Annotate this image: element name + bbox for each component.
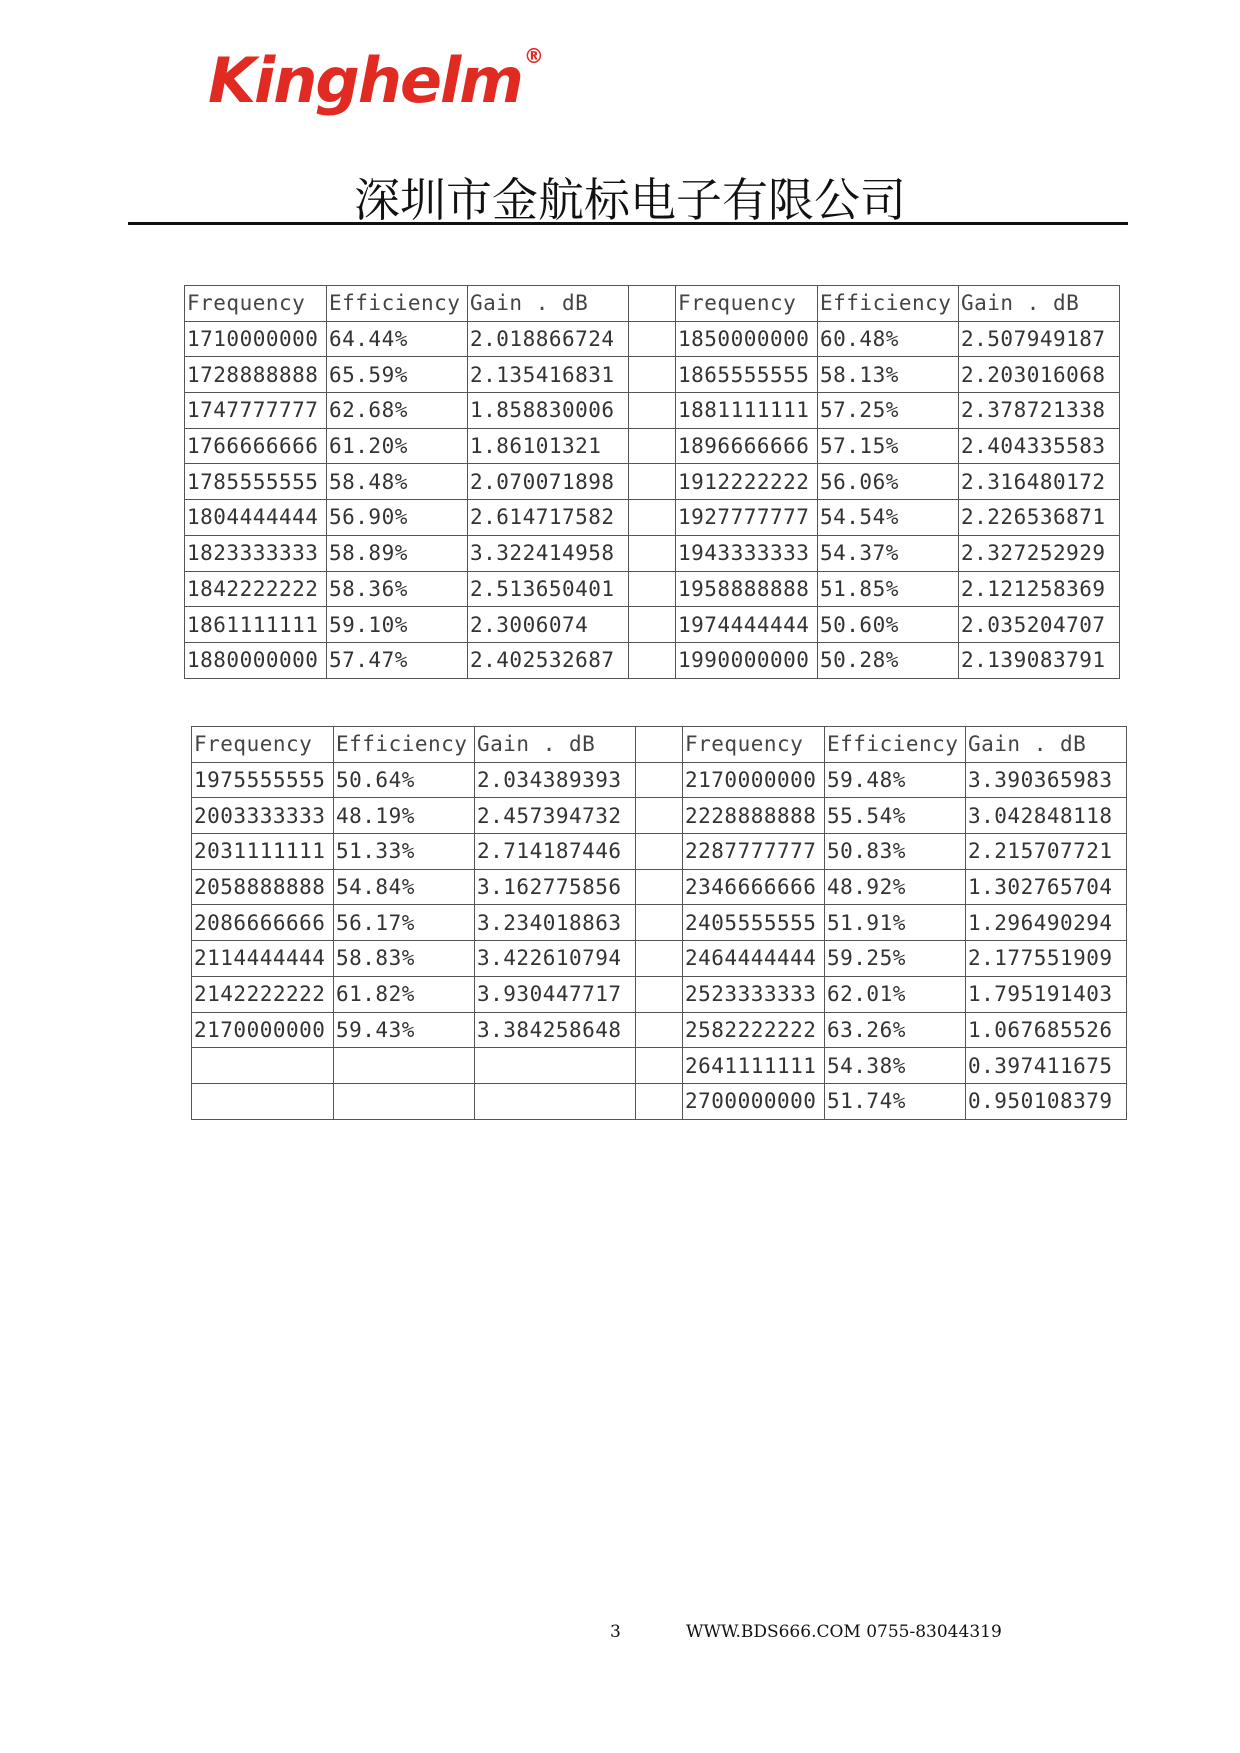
efficiency-cell: 59.10%: [327, 607, 468, 643]
table-row: [192, 941, 1127, 977]
frequency-cell: 1842222222: [185, 571, 327, 607]
measurement-table-2: [191, 726, 1127, 1120]
column-header: Efficiency: [818, 286, 959, 322]
efficiency-cell: 50.64%: [334, 762, 475, 798]
table-row: [192, 869, 1127, 905]
header-row: [192, 727, 1127, 763]
efficiency-cell: 51.91%: [825, 905, 966, 941]
gain-cell: 2.177551909: [966, 941, 1127, 977]
frequency-cell: 2114444444: [192, 941, 334, 977]
column-header: Gain . dB: [468, 286, 629, 322]
efficiency-cell: [334, 1083, 475, 1119]
efficiency-cell: 56.17%: [334, 905, 475, 941]
registered-mark: ®: [523, 44, 542, 68]
table-row: [185, 464, 1120, 500]
frequency-cell: 1747777777: [185, 393, 327, 429]
gain-cell: 3.042848118: [966, 798, 1127, 834]
efficiency-cell: 50.60%: [818, 607, 959, 643]
frequency-cell: 2641111111: [683, 1048, 825, 1084]
gain-cell: 1.858830006: [468, 393, 629, 429]
efficiency-cell: 58.36%: [327, 571, 468, 607]
gain-cell: 2.035204707: [959, 607, 1120, 643]
footer-contact: WWW.BDS666.COM 0755-83044319: [686, 1622, 1002, 1642]
spacer-cell: [629, 357, 676, 393]
table-row: [185, 535, 1120, 571]
spacer-cell: [629, 464, 676, 500]
frequency-cell: 1974444444: [676, 607, 818, 643]
header-divider: [128, 222, 1128, 225]
spacer-cell: [629, 571, 676, 607]
logo-text: Kinghelm: [208, 44, 522, 117]
gain-cell: 2.327252929: [959, 535, 1120, 571]
gain-cell: 2.457394732: [475, 798, 636, 834]
efficiency-cell: 61.82%: [334, 976, 475, 1012]
spacer-cell: [636, 869, 683, 905]
frequency-cell: 2700000000: [683, 1083, 825, 1119]
frequency-cell: 2287777777: [683, 834, 825, 870]
frequency-cell: 2582222222: [683, 1012, 825, 1048]
table-row: [185, 357, 1120, 393]
column-header: [636, 727, 683, 763]
gain-cell: 3.930447717: [475, 976, 636, 1012]
spacer-cell: [636, 798, 683, 834]
table-row: [192, 834, 1127, 870]
efficiency-cell: 57.47%: [327, 642, 468, 678]
spacer-cell: [629, 607, 676, 643]
gain-cell: 3.234018863: [475, 905, 636, 941]
spacer-cell: [636, 762, 683, 798]
frequency-cell: 2228888888: [683, 798, 825, 834]
gain-cell: 2.513650401: [468, 571, 629, 607]
efficiency-cell: 56.06%: [818, 464, 959, 500]
column-header: Efficiency: [327, 286, 468, 322]
efficiency-cell: 51.85%: [818, 571, 959, 607]
frequency-cell: [192, 1083, 334, 1119]
gain-cell: 3.162775856: [475, 869, 636, 905]
efficiency-cell: 61.20%: [327, 428, 468, 464]
gain-cell: 1.296490294: [966, 905, 1127, 941]
gain-cell: 1.795191403: [966, 976, 1127, 1012]
gain-cell: 3.422610794: [475, 941, 636, 977]
frequency-cell: 1975555555: [192, 762, 334, 798]
company-name: 深圳市金航标电子有限公司: [354, 173, 906, 227]
efficiency-cell: 62.01%: [825, 976, 966, 1012]
efficiency-cell: 54.38%: [825, 1048, 966, 1084]
column-header: Frequency: [192, 727, 334, 763]
frequency-cell: 2170000000: [683, 762, 825, 798]
spacer-cell: [636, 976, 683, 1012]
frequency-cell: 1850000000: [676, 321, 818, 357]
efficiency-cell: 58.13%: [818, 357, 959, 393]
column-header: Gain . dB: [966, 727, 1127, 763]
gain-cell: 3.390365983: [966, 762, 1127, 798]
efficiency-cell: 58.89%: [327, 535, 468, 571]
spacer-cell: [629, 393, 676, 429]
efficiency-cell: 55.54%: [825, 798, 966, 834]
efficiency-cell: 62.68%: [327, 393, 468, 429]
gain-cell: 2.507949187: [959, 321, 1120, 357]
column-header: Efficiency: [825, 727, 966, 763]
spacer-cell: [636, 941, 683, 977]
efficiency-cell: [334, 1048, 475, 1084]
spacer-cell: [636, 1083, 683, 1119]
gain-cell: 3.322414958: [468, 535, 629, 571]
gain-cell: 2.226536871: [959, 500, 1120, 536]
frequency-cell: 2142222222: [192, 976, 334, 1012]
frequency-cell: 1990000000: [676, 642, 818, 678]
table-row: [192, 1083, 1127, 1119]
frequency-cell: 1710000000: [185, 321, 327, 357]
spacer-cell: [636, 834, 683, 870]
spacer-cell: [629, 428, 676, 464]
spacer-cell: [636, 1012, 683, 1048]
gain-cell: 2.215707721: [966, 834, 1127, 870]
frequency-cell: 2058888888: [192, 869, 334, 905]
table-row: [192, 1048, 1127, 1084]
gain-cell: 2.402532687: [468, 642, 629, 678]
frequency-cell: 1927777777: [676, 500, 818, 536]
gain-cell: 2.139083791: [959, 642, 1120, 678]
table-row: [185, 428, 1120, 464]
efficiency-cell: 59.43%: [334, 1012, 475, 1048]
efficiency-cell: 51.33%: [334, 834, 475, 870]
efficiency-cell: 48.19%: [334, 798, 475, 834]
efficiency-cell: 57.15%: [818, 428, 959, 464]
frequency-cell: 1785555555: [185, 464, 327, 500]
measurement-table-1: [184, 285, 1120, 679]
gain-cell: 0.397411675: [966, 1048, 1127, 1084]
gain-cell: 1.86101321: [468, 428, 629, 464]
gain-cell: 2.614717582: [468, 500, 629, 536]
column-header: Frequency: [676, 286, 818, 322]
spacer-cell: [629, 321, 676, 357]
frequency-cell: 1766666666: [185, 428, 327, 464]
frequency-cell: 2523333333: [683, 976, 825, 1012]
gain-cell: 2.034389393: [475, 762, 636, 798]
frequency-cell: [192, 1048, 334, 1084]
column-header: Efficiency: [334, 727, 475, 763]
efficiency-cell: 58.48%: [327, 464, 468, 500]
gain-cell: 0.950108379: [966, 1083, 1127, 1119]
table-row: [185, 571, 1120, 607]
column-header: Gain . dB: [959, 286, 1120, 322]
gain-cell: 1.302765704: [966, 869, 1127, 905]
gain-cell: 2.121258369: [959, 571, 1120, 607]
header-row: [185, 286, 1120, 322]
efficiency-cell: 58.83%: [334, 941, 475, 977]
efficiency-cell: 59.48%: [825, 762, 966, 798]
gain-cell: 2.378721338: [959, 393, 1120, 429]
gain-cell: 1.067685526: [966, 1012, 1127, 1048]
efficiency-cell: 48.92%: [825, 869, 966, 905]
frequency-cell: 1943333333: [676, 535, 818, 571]
frequency-cell: 1880000000: [185, 642, 327, 678]
frequency-cell: 2346666666: [683, 869, 825, 905]
efficiency-cell: 57.25%: [818, 393, 959, 429]
efficiency-cell: 63.26%: [825, 1012, 966, 1048]
kinghelm-logo: [208, 44, 542, 117]
frequency-cell: 2086666666: [192, 905, 334, 941]
frequency-cell: 1881111111: [676, 393, 818, 429]
efficiency-cell: 59.25%: [825, 941, 966, 977]
page-number: 3: [610, 1622, 621, 1642]
column-header: Frequency: [185, 286, 327, 322]
frequency-cell: 1728888888: [185, 357, 327, 393]
frequency-cell: 2170000000: [192, 1012, 334, 1048]
efficiency-cell: 50.83%: [825, 834, 966, 870]
frequency-cell: 2464444444: [683, 941, 825, 977]
column-header: Gain . dB: [475, 727, 636, 763]
table-row: [192, 976, 1127, 1012]
frequency-cell: 1912222222: [676, 464, 818, 500]
spacer-cell: [636, 905, 683, 941]
gain-cell: 2.203016068: [959, 357, 1120, 393]
table-row: [192, 798, 1127, 834]
frequency-cell: 2003333333: [192, 798, 334, 834]
frequency-cell: 2031111111: [192, 834, 334, 870]
gain-cell: 2.070071898: [468, 464, 629, 500]
frequency-cell: 1823333333: [185, 535, 327, 571]
gain-cell: [475, 1048, 636, 1084]
gain-cell: 2.714187446: [475, 834, 636, 870]
table-row: [192, 762, 1127, 798]
gain-cell: 2.135416831: [468, 357, 629, 393]
frequency-cell: 1804444444: [185, 500, 327, 536]
spacer-cell: [629, 642, 676, 678]
gain-cell: 2.316480172: [959, 464, 1120, 500]
spacer-cell: [636, 1048, 683, 1084]
efficiency-cell: 65.59%: [327, 357, 468, 393]
gain-cell: 2.404335583: [959, 428, 1120, 464]
table-row: [185, 642, 1120, 678]
spacer-cell: [629, 500, 676, 536]
column-header: Frequency: [683, 727, 825, 763]
frequency-cell: 1958888888: [676, 571, 818, 607]
efficiency-cell: 51.74%: [825, 1083, 966, 1119]
frequency-cell: 2405555555: [683, 905, 825, 941]
efficiency-cell: 50.28%: [818, 642, 959, 678]
efficiency-cell: 54.84%: [334, 869, 475, 905]
spacer-cell: [629, 535, 676, 571]
gain-cell: 2.018866724: [468, 321, 629, 357]
table-row: [185, 500, 1120, 536]
table-row: [185, 393, 1120, 429]
efficiency-cell: 60.48%: [818, 321, 959, 357]
table-row: [192, 905, 1127, 941]
frequency-cell: 1865555555: [676, 357, 818, 393]
gain-cell: 3.384258648: [475, 1012, 636, 1048]
table-row: [185, 607, 1120, 643]
frequency-cell: 1896666666: [676, 428, 818, 464]
column-header: [629, 286, 676, 322]
table-row: [192, 1012, 1127, 1048]
efficiency-cell: 56.90%: [327, 500, 468, 536]
gain-cell: [475, 1083, 636, 1119]
frequency-cell: 1861111111: [185, 607, 327, 643]
efficiency-cell: 54.54%: [818, 500, 959, 536]
efficiency-cell: 54.37%: [818, 535, 959, 571]
table-row: [185, 321, 1120, 357]
efficiency-cell: 64.44%: [327, 321, 468, 357]
gain-cell: 2.3006074: [468, 607, 629, 643]
